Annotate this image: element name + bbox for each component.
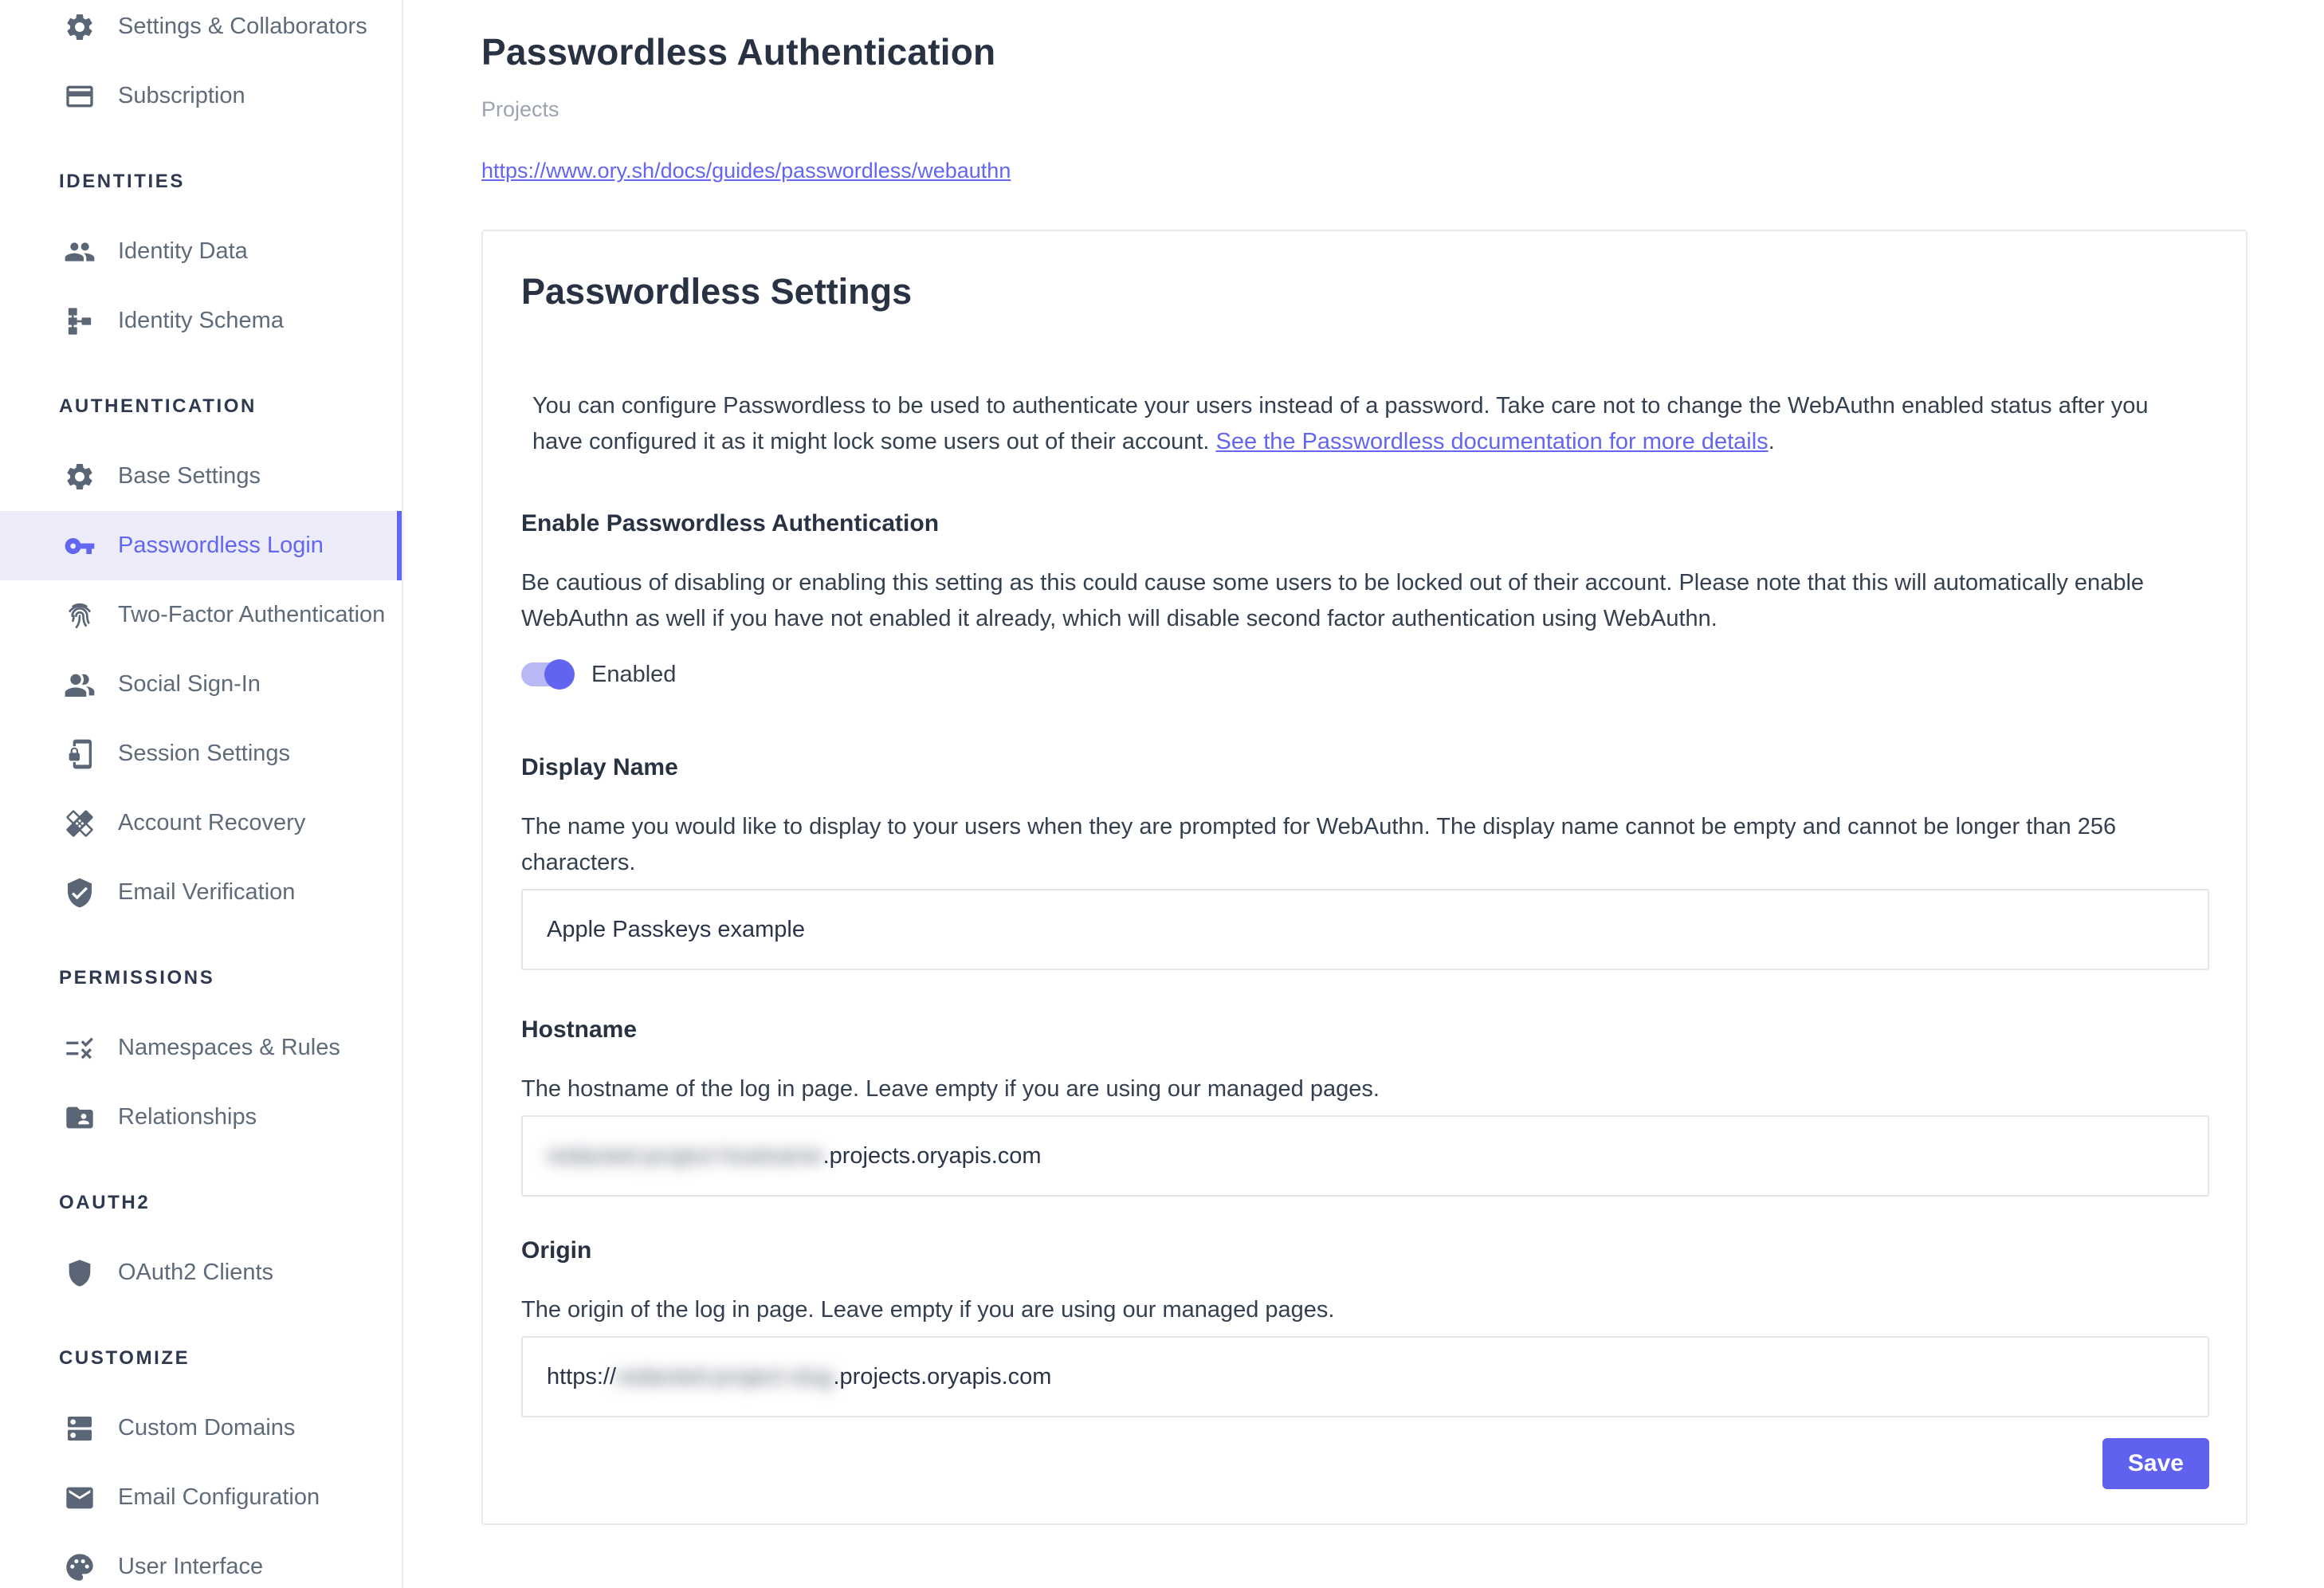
sidebar-item-settings-collaborators[interactable] — [0, 0, 402, 61]
sidebar-item-user-interface[interactable] — [0, 1532, 402, 1588]
display-name-heading: Display Name — [521, 754, 678, 780]
card-title: Passwordless Settings — [521, 271, 913, 312]
sidebar-item-label: Subscription — [118, 83, 245, 108]
hostname-suffix: .projects.oryapis.com — [822, 1142, 1042, 1169]
sidebar-section-header-authentication: AUTHENTICATION — [59, 395, 257, 417]
sidebar-item-base-settings[interactable] — [0, 442, 402, 511]
sidebar-item-custom-domains[interactable] — [0, 1393, 402, 1463]
origin-prefix: https:// — [547, 1363, 617, 1390]
hostname-redacted-text: redacted-project-hostname — [547, 1142, 823, 1169]
healing-icon — [64, 808, 96, 839]
sidebar-item-label: Base Settings — [118, 463, 261, 489]
sidebar-section-header-identities: IDENTITIES — [59, 171, 186, 192]
sidebar-item-label: Relationships — [118, 1104, 257, 1130]
display-name-input[interactable] — [521, 889, 2209, 970]
toggle-knob — [544, 659, 575, 690]
sidebar-item-email-verification[interactable] — [0, 858, 402, 927]
sidebar-item-two-factor[interactable] — [0, 580, 402, 650]
sidebar-item-label: Session Settings — [118, 741, 291, 766]
sidebar-item-namespaces-rules[interactable] — [0, 1013, 402, 1083]
dns-icon — [64, 1413, 96, 1445]
rule-icon — [64, 1032, 96, 1064]
hostname-input[interactable] — [521, 1115, 2209, 1197]
people-icon — [64, 236, 96, 268]
main-content — [405, 0, 2324, 1588]
origin-description: The origin of the log in page. Leave empty if you are using our managed pages. — [521, 1297, 1335, 1323]
folder-shared-icon — [64, 1102, 96, 1134]
page-title: Passwordless Authentication — [481, 31, 996, 73]
sidebar-section-header-customize: CUSTOMIZE — [59, 1347, 190, 1369]
sidebar-item-identity-data[interactable] — [0, 217, 402, 286]
display-name-description: The name you would like to display to your users when they are prompted for WebAuthn. The display name cannot be empty and cannot be longer than 256 characters. — [521, 814, 2117, 875]
toggle-state-label: Enabled — [591, 661, 677, 687]
passwordless-doc-link[interactable]: See the Passwordless documentation for more details — [1215, 429, 1769, 454]
sidebar-item-label: Account Recovery — [118, 810, 306, 835]
sidebar-item-oauth2-clients[interactable] — [0, 1238, 402, 1307]
enable-passwordless-description: Be cautious of disabling or enabling this setting as this could cause some users to be locked out of their account. Please note that this will automatically enable WebAuthn as well if you have not enabled it already, which will disable second factor authentication using WebAuthn. — [521, 570, 2145, 631]
sidebar-item-passwordless-login[interactable] — [0, 511, 402, 580]
origin-input[interactable] — [521, 1336, 2209, 1417]
credit-card-icon — [64, 81, 96, 112]
webauthn-doc-link[interactable]: https://www.ory.sh/docs/guides/passwordless/webauthn — [481, 159, 1011, 183]
hostname-heading: Hostname — [521, 1016, 638, 1043]
hostname-description: The hostname of the log in page. Leave empty if you are using our managed pages. — [521, 1076, 1380, 1102]
sidebar-item-label: Passwordless Login — [118, 533, 324, 558]
sidebar-item-label: Two-Factor Authentication — [118, 602, 386, 627]
sidebar-item-account-recovery[interactable] — [0, 788, 402, 858]
passwordless-enabled-toggle[interactable] — [521, 662, 572, 686]
sidebar-item-label: Settings & Collaborators — [118, 14, 367, 39]
shield-check-icon — [64, 877, 96, 909]
sidebar-item-label: Custom Domains — [118, 1415, 296, 1441]
sidebar-section-header-permissions: PERMISSIONS — [59, 967, 215, 989]
sidebar-item-label: Email Configuration — [118, 1484, 320, 1510]
palette-icon — [64, 1551, 96, 1583]
sidebar-item-session-settings[interactable] — [0, 719, 402, 788]
intro-text: You can configure Passwordless to be used to authenticate your users instead of a password. Take care not to change the WebAuthn enabled status after you have configured it as it might lock some users out of their account. — [532, 393, 2149, 454]
sidebar-item-social-sign-in[interactable] — [0, 650, 402, 719]
sidebar — [0, 0, 403, 1588]
people-alt-icon — [64, 669, 96, 701]
sidebar-item-label: Namespaces & Rules — [118, 1035, 340, 1060]
save-button[interactable]: Save — [2102, 1438, 2209, 1489]
mail-icon — [64, 1482, 96, 1514]
origin-redacted-text: redacted-project-slug — [616, 1363, 834, 1390]
intro-suffix: . — [1768, 429, 1775, 454]
schema-icon — [64, 305, 96, 337]
breadcrumb: Projects — [481, 97, 559, 121]
sidebar-section-header-oauth2: OAUTH2 — [59, 1192, 151, 1213]
origin-suffix: .projects.oryapis.com — [833, 1363, 1052, 1390]
sidebar-item-email-configuration[interactable] — [0, 1463, 402, 1532]
sidebar-item-label: Identity Schema — [118, 308, 284, 333]
fingerprint-icon — [64, 599, 96, 631]
sidebar-nav — [0, 0, 402, 1588]
sidebar-item-subscription[interactable] — [0, 61, 402, 131]
sidebar-item-label: Social Sign-In — [118, 671, 261, 697]
sidebar-item-label: User Interface — [118, 1554, 264, 1579]
origin-heading: Origin — [521, 1237, 592, 1264]
gear-icon — [64, 461, 96, 493]
enable-passwordless-heading: Enable Passwordless Authentication — [521, 510, 940, 537]
sidebar-item-identity-schema[interactable] — [0, 286, 402, 356]
save-row — [521, 1438, 2209, 1489]
sidebar-item-label: Email Verification — [118, 879, 296, 905]
gear-icon — [64, 11, 96, 43]
shield-icon — [64, 1257, 96, 1289]
passwordless-settings-card — [481, 230, 2247, 1525]
toggle-row — [521, 658, 2209, 690]
key-icon — [64, 530, 96, 562]
sidebar-item-label: Identity Data — [118, 238, 248, 264]
phone-lock-icon — [64, 738, 96, 770]
sidebar-item-label: OAuth2 Clients — [118, 1260, 274, 1285]
sidebar-item-relationships[interactable] — [0, 1083, 402, 1152]
intro-paragraph — [532, 388, 2198, 460]
